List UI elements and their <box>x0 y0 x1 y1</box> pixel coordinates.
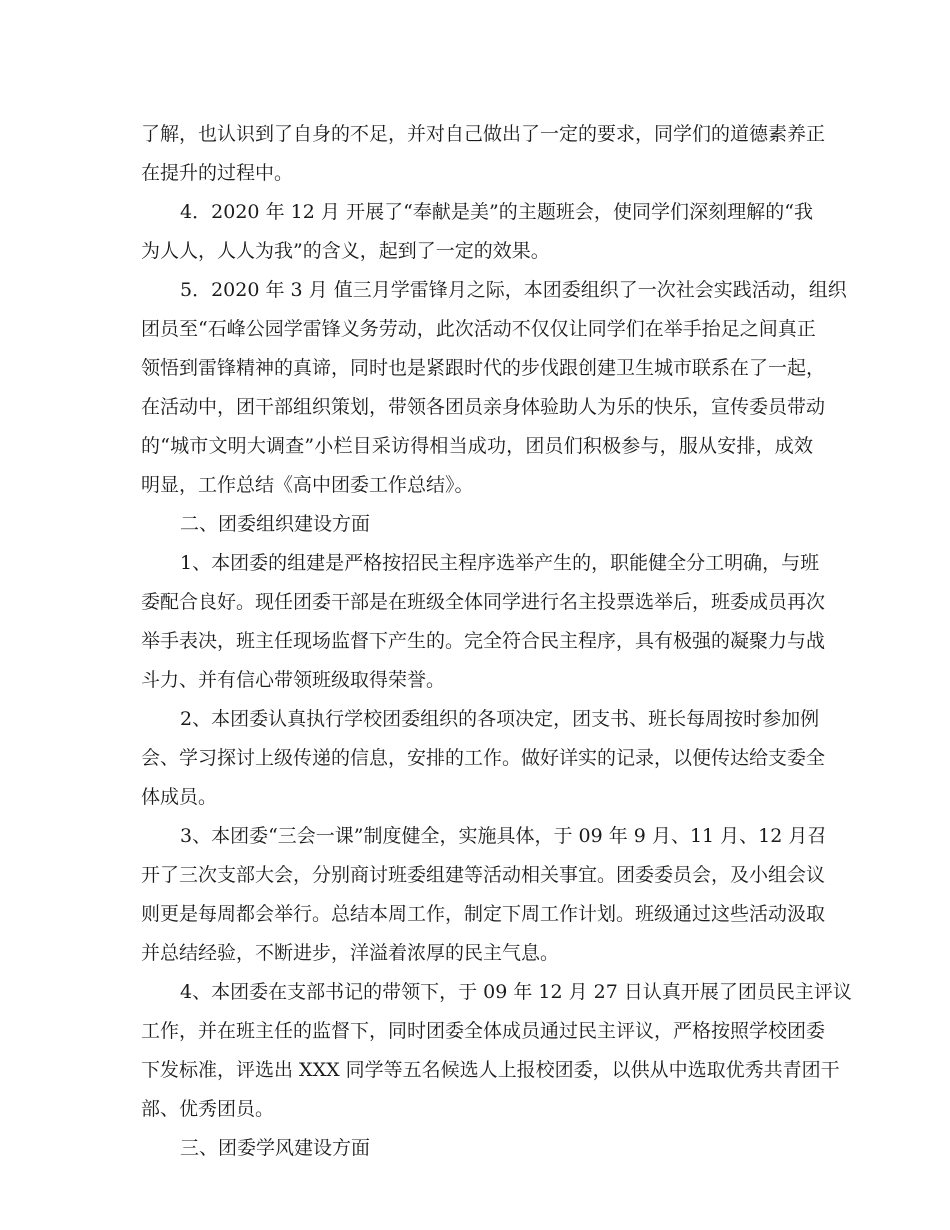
text-line: 委配合良好。现任团委干部是在班级全体同学进行名主投票选举后，班委成员再次 <box>141 591 826 613</box>
text-line: 领悟到雷锋精神的真谛，同时也是紧跟时代的步伐跟创建卫生城市联系在了一起， <box>141 357 826 379</box>
text-line: 的“城市文明大调查”小栏目采访得相当成功，团员们积极参与，服从安排，成效 <box>141 435 813 457</box>
section-heading: 三、团委学风建设方面 <box>180 1137 371 1159</box>
text-line: 1、本团委的组建是严格按招民主程序选举产生的，职能健全分工明确，与班 <box>180 552 820 574</box>
text-line: 则更是每周都会举行。总结本周工作，制定下周工作计划。班级通过这些活动汲取 <box>141 903 826 925</box>
text-line: 举手表决，班主任现场监督下产生的。完全符合民主程序，具有极强的凝聚力与战 <box>141 630 826 652</box>
text-line: 5．2020 年 3 月 值三月学雷锋月之际，本团委组织了一次社会实践活动，组织 <box>180 279 847 301</box>
section-heading: 二、团委组织建设方面 <box>180 513 371 535</box>
text-line: 体成员。 <box>141 786 218 808</box>
text-line: 在提升的过程中。 <box>141 162 294 184</box>
text-line: 部、优秀团员。 <box>141 1098 275 1120</box>
text-line: 4、本团委在支部书记的带领下，于 09 年 12 月 27 日认真开展了团员民主评议 <box>180 981 852 1003</box>
text-line: 下发标准，评选出 XXX 同学等五名候选人上报校团委，以供从中选取优秀共青团干 <box>141 1059 840 1081</box>
text-line: 斗力、并有信心带领班级取得荣誉。 <box>141 669 446 691</box>
text-line: 4．2020 年 12 月 开展了“奉献是美”的主题班会，使同学们深刻理解的“我 <box>180 201 813 223</box>
text-line: 团员至“石峰公园学雷锋义务劳动，此次活动不仅仅让同学们在举手抬足之间真正 <box>141 318 816 340</box>
text-line: 开了三次支部大会，分别商讨班委组建等活动相关事宜。团委委员会，及小组会议 <box>141 864 826 886</box>
text-line: 明显，工作总结《高中团委工作总结》。 <box>141 474 474 496</box>
text-line: 3、本团委“三会一课”制度健全，实施具体，于 09 年 9 月、11 月、12 月召 <box>180 825 827 847</box>
text-line: 了解，也认识到了自身的不足，并对自己做出了一定的要求，同学们的道德素养正 <box>141 123 826 145</box>
text-line: 并总结经验，不断进步，洋溢着浓厚的民主气息。 <box>141 942 560 964</box>
text-line: 在活动中，团干部组织策划，带领各团员亲身体验助人为乐的快乐，宣传委员带动 <box>141 396 826 418</box>
text-line: 2、本团委认真执行学校团委组织的各项决定，团支书、班长每周按时参加例 <box>180 708 820 730</box>
text-line: 工作，并在班主任的监督下，同时团委全体成员通过民主评议，严格按照学校团委 <box>141 1020 826 1042</box>
document-body <box>141 115 852 1168</box>
text-line: 为人人，人人为我”的含义，起到了一定的效果。 <box>141 240 550 262</box>
text-line: 会、学习探讨上级传递的信息，安排的工作。做好详实的记录，以便传达给支委全 <box>141 747 826 769</box>
